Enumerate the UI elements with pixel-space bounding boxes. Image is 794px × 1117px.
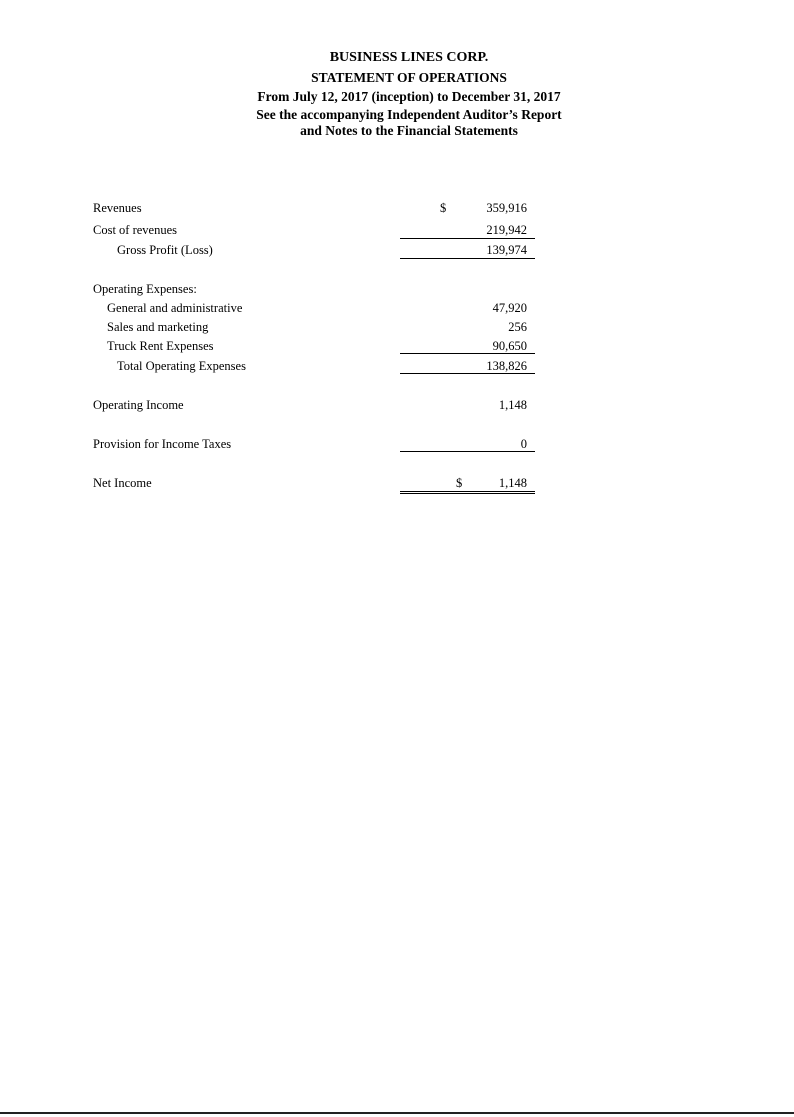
truck-rent-value: 90,650	[492, 339, 527, 353]
page-bottom-edge	[0, 1112, 794, 1114]
underline-cost-of-revenues	[400, 238, 535, 239]
cost-of-revenues-value: 219,942	[486, 223, 527, 237]
underline-total-operating	[400, 373, 535, 374]
cost-of-revenues-label: Cost of revenues	[93, 223, 178, 237]
provision-taxes-label: Provision for Income Taxes	[93, 437, 232, 451]
sales-marketing-label: Sales and marketing	[107, 320, 209, 334]
revenues-label: Revenues	[93, 201, 142, 215]
total-operating-label: Total Operating Expenses	[117, 359, 246, 373]
gross-profit-label: Gross Profit (Loss)	[117, 243, 213, 257]
operating-expenses-heading: Operating Expenses:	[93, 282, 197, 296]
double-underline-net-income	[400, 491, 535, 494]
revenues-value: 359,916	[486, 201, 527, 215]
truck-rent-label: Truck Rent Expenses	[107, 339, 214, 353]
net-income-currency: $	[456, 476, 463, 490]
general-admin-value: 47,920	[492, 301, 527, 315]
auditor-note-line-1: See the accompanying Independent Auditor’s Report	[256, 106, 562, 122]
underline-truck-rent	[400, 353, 535, 354]
auditor-note-line-2: and Notes to the Financial Statements	[300, 122, 518, 138]
company-name: BUSINESS LINES CORP.	[329, 50, 489, 65]
operating-income-label: Operating Income	[93, 398, 184, 412]
total-operating-value: 138,826	[486, 359, 527, 373]
net-income-value: 1,148	[498, 476, 527, 490]
statement-period: From July 12, 2017 (inception) to December 31, 2017	[257, 89, 561, 104]
statement-title: STATEMENT OF OPERATIONS	[311, 69, 507, 85]
underline-gross-profit	[400, 258, 535, 259]
net-income-label: Net Income	[93, 476, 152, 490]
underline-provision-taxes	[400, 451, 535, 452]
gross-profit-value: 139,974	[486, 243, 527, 257]
general-admin-label: General and administrative	[107, 301, 243, 315]
operating-income-value: 1,148	[498, 398, 527, 412]
provision-taxes-value: 0	[520, 437, 527, 451]
sales-marketing-value: 256	[508, 320, 527, 334]
revenues-currency: $	[440, 201, 447, 215]
statement-header	[0, 48, 794, 139]
